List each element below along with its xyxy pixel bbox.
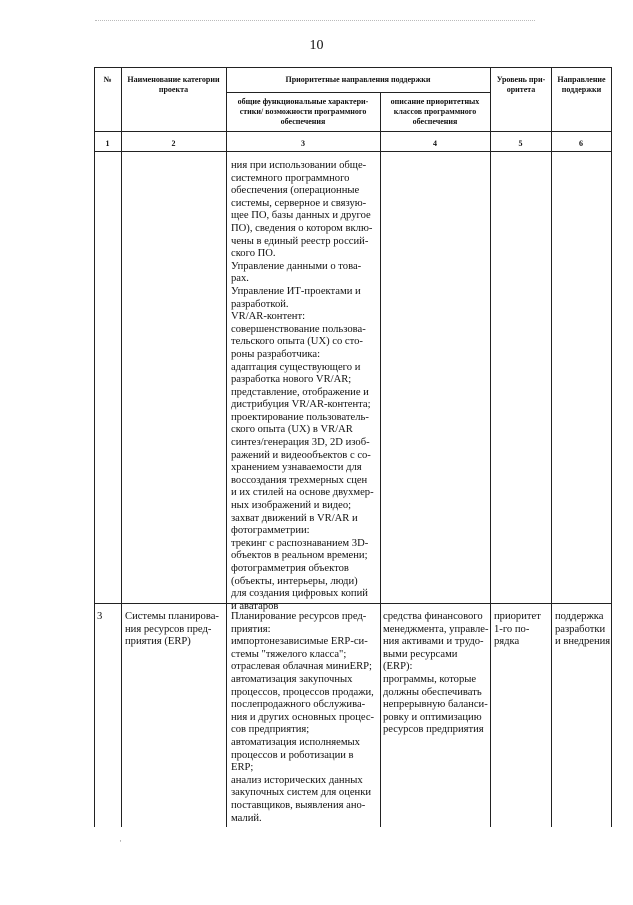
- col-border-0: [94, 67, 95, 827]
- column-number-6: 6: [579, 139, 583, 148]
- text-line: ния при использовании обще-: [231, 160, 367, 171]
- text-line: ПО), сведения о котором вклю-: [231, 222, 373, 234]
- table-top-border: [94, 67, 611, 68]
- text-line: приятия (ERP): [125, 636, 191, 648]
- text-line: стемы "тяжелого класса";: [231, 648, 347, 660]
- header-bottom-border: [94, 131, 611, 132]
- text-line: для создания цифровых копий: [231, 588, 368, 600]
- scan-top-edge: [95, 20, 535, 21]
- col-border-5: [551, 67, 552, 827]
- column-number-1: 1: [105, 139, 110, 148]
- text-line: воссоздания трехмерных сцен: [231, 474, 368, 486]
- column-numbers-bottom-border: [94, 151, 611, 152]
- header-priority-classes: описание приоритетных классов программного обеспечения: [390, 97, 480, 126]
- text-line: Системы планирова-: [125, 611, 219, 622]
- text-line: приоритет: [494, 611, 541, 622]
- text-line: выми ресурсами: [383, 648, 458, 660]
- text-line: VR/AR-контент:: [231, 311, 306, 323]
- text-line: ных изображений и видео;: [231, 500, 352, 512]
- text-line: ния активами и трудо-: [383, 636, 484, 648]
- text-line: обеспечения (операционные: [231, 185, 360, 197]
- text-line: чены в единый реестр россий-: [231, 235, 369, 247]
- column-number-2: 2: [171, 139, 176, 148]
- text-line: фотограмметрия объектов: [231, 563, 349, 574]
- continued-features-cell: [231, 160, 379, 613]
- header-support-direction: Направление поддержки: [557, 75, 606, 94]
- text-line: системы, серверное и связую-: [231, 197, 367, 209]
- text-line: роны разработчика:: [231, 348, 321, 360]
- text-line: ского ПО.: [231, 248, 276, 260]
- header-category: Наименование категории проекта: [127, 75, 220, 94]
- text-line: рах.: [231, 273, 249, 285]
- text-line: рядка: [494, 636, 520, 648]
- text-line: трекинг с распознаванием 3D-: [231, 537, 369, 549]
- text-line: фотограмметрии:: [231, 525, 310, 537]
- col-border-6: [611, 67, 612, 827]
- text-line: поставщиков, выявления ано-: [231, 799, 366, 811]
- text-line: синтез/генерация 3D, 2D изоб-: [231, 437, 370, 449]
- text-line: сов предприятия;: [231, 724, 310, 736]
- text-line: импортонезависимые ERP-си-: [231, 636, 368, 648]
- text-line: разработка нового VR/AR;: [231, 374, 352, 386]
- header-priority-directions: Приоритетные направления поддержки: [285, 75, 431, 84]
- text-line: приятия:: [231, 623, 271, 635]
- text-line: процессов и роботизации в: [231, 749, 354, 761]
- text-line: тельского опыта (UX) со сто-: [231, 336, 363, 348]
- row3-level-cell: [494, 611, 550, 649]
- text-line: процессов, процессов продажи,: [231, 686, 374, 698]
- col-border-2: [226, 67, 227, 827]
- text-line: Управление данными о това-: [231, 260, 362, 272]
- text-line: анализ исторических данных: [231, 774, 363, 786]
- col-border-3: [380, 92, 381, 827]
- text-line: Планирование ресурсов пред-: [231, 611, 367, 622]
- column-number-4: 4: [433, 139, 437, 148]
- text-line: малий.: [231, 812, 262, 824]
- text-line: непрерывную баланси-: [383, 699, 488, 711]
- text-line: и их стилей на основе двухмер-: [231, 487, 374, 499]
- column-number-5: 5: [518, 139, 523, 148]
- header-num: №: [103, 75, 112, 84]
- text-line: послепродажного обслужива-: [231, 699, 366, 711]
- header-subdivider: [226, 92, 490, 93]
- text-line: поддержка: [555, 611, 604, 622]
- text-line: автоматизация исполняемых: [231, 736, 360, 748]
- col-border-1: [121, 67, 122, 827]
- text-line: разработкой.: [231, 298, 289, 310]
- text-line: дистрибуция VR/AR-контента;: [231, 399, 371, 411]
- text-line: разработки: [555, 623, 606, 635]
- page-number: 10: [309, 38, 324, 53]
- text-line: адаптация существующего и: [231, 361, 361, 373]
- text-line: совершенствование пользова-: [231, 323, 366, 335]
- text-line: ресурсов предприятия: [383, 724, 484, 736]
- text-line: ния и других основных процес-: [231, 711, 375, 723]
- text-line: объектов в реальном времени;: [231, 550, 368, 562]
- text-line: щее ПО, базы данных и другое: [231, 210, 371, 222]
- col-border-4: [490, 67, 491, 827]
- text-line: должны обеспечивать: [383, 686, 482, 698]
- text-line: (ERP):: [383, 661, 413, 673]
- text-line: системного программного: [231, 172, 350, 184]
- text-line: программы, которые: [383, 673, 477, 685]
- text-line: и внедрения: [555, 636, 611, 648]
- text-line: 1-го по-: [494, 623, 530, 635]
- header-general-features: общие функциональные характери- стики/ возможности программного обеспечения: [237, 97, 369, 126]
- text-line: захват движений в VR/AR и: [231, 512, 358, 524]
- row3-support-cell: [555, 611, 611, 649]
- text-line: и аватаров: [231, 600, 279, 612]
- text-line: средства финансового: [383, 611, 483, 622]
- text-line: (объекты, интерьеры, люди): [231, 575, 358, 587]
- text-line: ражений и видеообъектов с со-: [231, 449, 371, 461]
- text-line: закупочных систем для оценки: [231, 787, 372, 799]
- scan-artifact-dot: ·: [119, 836, 122, 846]
- text-line: ния ресурсов пред-: [125, 623, 212, 635]
- text-line: ского опыта (UX) в VR/AR: [231, 424, 353, 436]
- text-line: менеджмента, управле-: [383, 623, 489, 635]
- text-line: ERP;: [231, 762, 254, 774]
- text-line: автоматизация закупочных: [231, 673, 353, 685]
- text-line: представление, отображение и: [231, 386, 369, 398]
- text-line: Управление ИТ-проектами и: [231, 285, 361, 297]
- text-line: отраслевая облачная миниERP;: [231, 661, 372, 673]
- text-line: хранением узнаваемости для: [231, 462, 362, 474]
- column-number-3: 3: [301, 139, 305, 148]
- row3-number: 3: [97, 611, 103, 622]
- text-line: ровку и оптимизацию: [383, 711, 482, 723]
- row3-features-cell: [231, 611, 379, 825]
- text-line: проектирование пользователь-: [231, 411, 369, 423]
- row3-category-cell: [125, 611, 225, 649]
- header-priority-level: Уровень при- оритета: [496, 75, 546, 94]
- row3-classes-cell: [383, 611, 489, 737]
